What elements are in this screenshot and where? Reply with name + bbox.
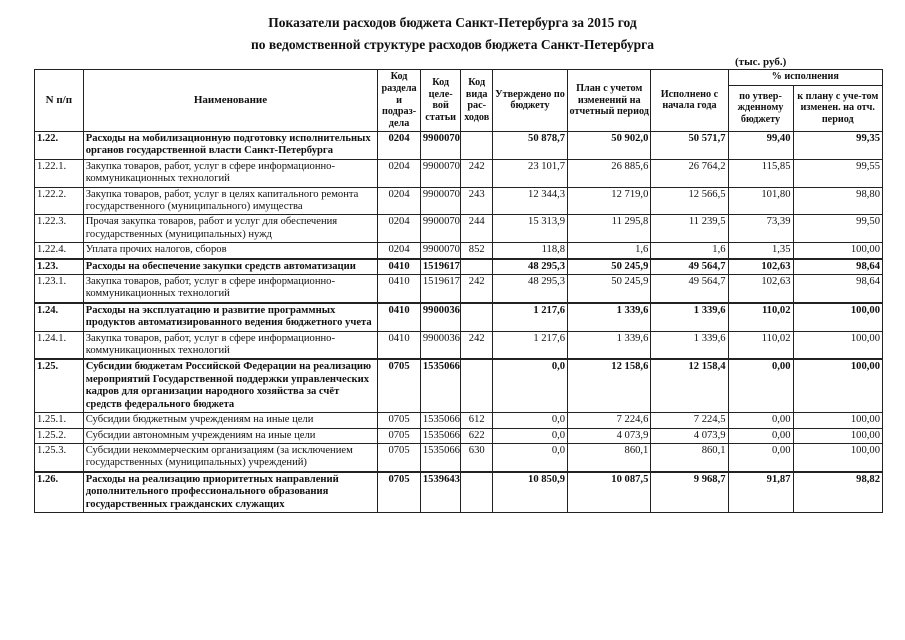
cell-article-code: 9900036 xyxy=(420,303,461,331)
cell-article-code: 9900070 xyxy=(420,215,461,243)
cell-plan: 1 339,6 xyxy=(568,303,651,331)
cell-name: Закупка товаров, работ, услуг в целях капитального ремонта государственного (муниципального) имущества xyxy=(83,187,378,215)
cell-section-code: 0204 xyxy=(378,187,421,215)
cell-type-code: 242 xyxy=(461,275,492,303)
cell-name: Субсидии автономным учреждениям на иные цели xyxy=(83,428,378,443)
cell-type-code: 244 xyxy=(461,215,492,243)
header-executed: Исполнено с начала года xyxy=(651,70,728,132)
cell-executed: 26 764,2 xyxy=(651,159,728,187)
cell-num: 1.22.2. xyxy=(35,187,84,215)
cell-article-code: 1519617 xyxy=(420,259,461,275)
cell-num: 1.22.4. xyxy=(35,243,84,259)
cell-executed: 1 339,6 xyxy=(651,303,728,331)
cell-section-code: 0410 xyxy=(378,259,421,275)
cell-pct-plan: 100,00 xyxy=(793,428,882,443)
cell-article-code: 1519617 xyxy=(420,275,461,303)
cell-type-code xyxy=(461,472,492,513)
cell-name: Уплата прочих налогов, сборов xyxy=(83,243,378,259)
table-row xyxy=(35,243,883,259)
cell-type-code: 242 xyxy=(461,331,492,359)
cell-approved: 1 217,6 xyxy=(492,303,567,331)
cell-executed: 12 566,5 xyxy=(651,187,728,215)
cell-num: 1.23.1. xyxy=(35,275,84,303)
cell-plan: 26 885,6 xyxy=(568,159,651,187)
cell-section-code: 0204 xyxy=(378,159,421,187)
header-section-code: Код раздела и подраз-дела xyxy=(378,70,421,132)
cell-pct-approved: 110,02 xyxy=(728,331,793,359)
cell-name: Закупка товаров, работ, услуг в сфере информационно-коммуникационных технологий xyxy=(83,331,378,359)
cell-article-code: 9900070 xyxy=(420,243,461,259)
cell-plan: 10 087,5 xyxy=(568,472,651,513)
cell-executed: 7 224,5 xyxy=(651,413,728,428)
table-row xyxy=(35,275,883,303)
cell-section-code: 0204 xyxy=(378,215,421,243)
table-row xyxy=(35,187,883,215)
cell-pct-approved: 0,00 xyxy=(728,359,793,412)
cell-approved: 15 313,9 xyxy=(492,215,567,243)
table-row xyxy=(35,303,883,331)
cell-pct-plan: 100,00 xyxy=(793,331,882,359)
cell-approved: 48 295,3 xyxy=(492,259,567,275)
cell-section-code: 0410 xyxy=(378,303,421,331)
cell-article-code: 9900070 xyxy=(420,187,461,215)
table-row xyxy=(35,331,883,359)
cell-executed: 860,1 xyxy=(651,443,728,471)
cell-name: Прочая закупка товаров, работ и услуг для обеспечения государственных (муниципальных) нужд xyxy=(83,215,378,243)
cell-section-code: 0204 xyxy=(378,243,421,259)
cell-pct-plan: 99,55 xyxy=(793,159,882,187)
cell-type-code: 622 xyxy=(461,428,492,443)
cell-type-code xyxy=(461,359,492,412)
cell-name: Субсидии бюджетным учреждениям на иные цели xyxy=(83,413,378,428)
cell-plan: 50 902,0 xyxy=(568,131,651,159)
cell-num: 1.24.1. xyxy=(35,331,84,359)
cell-pct-plan: 98,80 xyxy=(793,187,882,215)
cell-pct-approved: 102,63 xyxy=(728,275,793,303)
cell-name: Субсидии некоммерческим организациям (за исключением государственных (муниципальных) учреждений) xyxy=(83,443,378,471)
cell-type-code: 630 xyxy=(461,443,492,471)
cell-article-code: 1535066 xyxy=(420,413,461,428)
table-row xyxy=(35,215,883,243)
cell-plan: 7 224,6 xyxy=(568,413,651,428)
cell-plan: 12 719,0 xyxy=(568,187,651,215)
cell-executed: 1 339,6 xyxy=(651,331,728,359)
cell-plan: 11 295,8 xyxy=(568,215,651,243)
cell-pct-plan: 100,00 xyxy=(793,443,882,471)
table-row xyxy=(35,159,883,187)
cell-section-code: 0410 xyxy=(378,275,421,303)
report-title-line1: Показатели расходов бюджета Санкт-Петербурга за 2015 год xyxy=(268,15,637,30)
cell-pct-approved: 101,80 xyxy=(728,187,793,215)
cell-name: Расходы на реализацию приоритетных направлений дополнительного профессионального образования государственных гражданских служащих xyxy=(83,472,378,513)
cell-executed: 50 571,7 xyxy=(651,131,728,159)
header-type-code: Код вида рас-ходов xyxy=(461,70,492,132)
cell-pct-approved: 115,85 xyxy=(728,159,793,187)
table-row xyxy=(35,428,883,443)
cell-approved: 12 344,3 xyxy=(492,187,567,215)
expenditure-table xyxy=(34,69,883,513)
cell-num: 1.24. xyxy=(35,303,84,331)
cell-type-code xyxy=(461,259,492,275)
cell-plan: 1,6 xyxy=(568,243,651,259)
cell-plan: 4 073,9 xyxy=(568,428,651,443)
header-approved: Утверждено по бюджету xyxy=(492,70,567,132)
cell-num: 1.25.2. xyxy=(35,428,84,443)
table-body xyxy=(35,131,883,512)
cell-pct-approved: 102,63 xyxy=(728,259,793,275)
header-pct-approved: по утвер-жденному бюджету xyxy=(728,85,793,131)
cell-approved: 48 295,3 xyxy=(492,275,567,303)
cell-executed: 4 073,9 xyxy=(651,428,728,443)
cell-approved: 0,0 xyxy=(492,413,567,428)
cell-name: Расходы на эксплуатацию и развитие программных продуктов автоматизированного ведения бюджетного учета xyxy=(83,303,378,331)
cell-section-code: 0204 xyxy=(378,131,421,159)
table-row xyxy=(35,359,883,412)
header-pct-plan: к плану с уче-том изменен. на отч. период xyxy=(793,85,882,131)
cell-name: Расходы на мобилизационную подготовку исполнительных органов государственной власти Санкт-Петербурга xyxy=(83,131,378,159)
cell-name: Субсидии бюджетам Российской Федерации на реализацию мероприятий Государственной поддержки управленческих кадров для организации народного хозяйства за счёт средств федерального бюджета xyxy=(83,359,378,412)
cell-num: 1.26. xyxy=(35,472,84,513)
cell-section-code: 0705 xyxy=(378,443,421,471)
cell-approved: 10 850,9 xyxy=(492,472,567,513)
header-num: N п/п xyxy=(35,70,84,132)
cell-executed: 11 239,5 xyxy=(651,215,728,243)
cell-pct-plan: 100,00 xyxy=(793,303,882,331)
cell-section-code: 0705 xyxy=(378,428,421,443)
cell-type-code xyxy=(461,303,492,331)
table-row xyxy=(35,472,883,513)
cell-pct-approved: 110,02 xyxy=(728,303,793,331)
cell-article-code: 1535066 xyxy=(420,428,461,443)
cell-type-code: 243 xyxy=(461,187,492,215)
cell-pct-plan: 100,00 xyxy=(793,359,882,412)
cell-section-code: 0705 xyxy=(378,359,421,412)
cell-type-code: 852 xyxy=(461,243,492,259)
cell-num: 1.25. xyxy=(35,359,84,412)
cell-pct-approved: 0,00 xyxy=(728,428,793,443)
cell-num: 1.22.3. xyxy=(35,215,84,243)
cell-section-code: 0705 xyxy=(378,472,421,513)
cell-num: 1.22.1. xyxy=(35,159,84,187)
header-name: Наименование xyxy=(83,70,378,132)
cell-pct-plan: 99,35 xyxy=(793,131,882,159)
cell-pct-plan: 98,64 xyxy=(793,275,882,303)
cell-pct-approved: 0,00 xyxy=(728,443,793,471)
cell-executed: 49 564,7 xyxy=(651,259,728,275)
cell-plan: 12 158,6 xyxy=(568,359,651,412)
cell-pct-plan: 98,82 xyxy=(793,472,882,513)
cell-pct-approved: 0,00 xyxy=(728,413,793,428)
cell-executed: 49 564,7 xyxy=(651,275,728,303)
cell-executed: 12 158,4 xyxy=(651,359,728,412)
cell-plan: 50 245,9 xyxy=(568,275,651,303)
cell-plan: 1 339,6 xyxy=(568,331,651,359)
cell-type-code xyxy=(461,131,492,159)
cell-pct-approved: 91,87 xyxy=(728,472,793,513)
table-row xyxy=(35,443,883,471)
cell-section-code: 0705 xyxy=(378,413,421,428)
report-title-line2: по ведомственной структуре расходов бюджета Санкт-Петербурга xyxy=(250,37,655,52)
header-percent: % исполнения xyxy=(728,70,882,86)
cell-pct-plan: 100,00 xyxy=(793,243,882,259)
cell-name: Закупка товаров, работ, услуг в сфере информационно-коммуникационных технологий xyxy=(83,275,378,303)
table-row xyxy=(35,413,883,428)
cell-pct-approved: 1,35 xyxy=(728,243,793,259)
table-row xyxy=(35,131,883,159)
cell-name: Закупка товаров, работ, услуг в сфере информационно-коммуникационных технологий xyxy=(83,159,378,187)
cell-pct-approved: 99,40 xyxy=(728,131,793,159)
cell-pct-plan: 98,64 xyxy=(793,259,882,275)
cell-article-code: 1539643 xyxy=(420,472,461,513)
cell-article-code: 9900070 xyxy=(420,131,461,159)
cell-num: 1.23. xyxy=(35,259,84,275)
cell-executed: 1,6 xyxy=(651,243,728,259)
cell-approved: 118,8 xyxy=(492,243,567,259)
cell-num: 1.22. xyxy=(35,131,84,159)
table-row xyxy=(35,259,883,275)
cell-article-code: 1535066 xyxy=(420,359,461,412)
cell-approved: 1 217,6 xyxy=(492,331,567,359)
header-plan: План с учетом изменений на отчетный период xyxy=(568,70,651,132)
cell-num: 1.25.3. xyxy=(35,443,84,471)
cell-article-code: 9900070 xyxy=(420,159,461,187)
cell-plan: 860,1 xyxy=(568,443,651,471)
cell-pct-plan: 99,50 xyxy=(793,215,882,243)
cell-approved: 0,0 xyxy=(492,428,567,443)
cell-plan: 50 245,9 xyxy=(568,259,651,275)
cell-pct-approved: 73,39 xyxy=(728,215,793,243)
cell-num: 1.25.1. xyxy=(35,413,84,428)
cell-pct-plan: 100,00 xyxy=(793,413,882,428)
cell-type-code: 612 xyxy=(461,413,492,428)
cell-executed: 9 968,7 xyxy=(651,472,728,513)
cell-section-code: 0410 xyxy=(378,331,421,359)
cell-article-code: 1535066 xyxy=(420,443,461,471)
header-article-code: Код целе-вой статьи xyxy=(420,70,461,132)
units-note: (тыс. руб.) xyxy=(735,56,787,68)
cell-approved: 0,0 xyxy=(492,359,567,412)
cell-approved: 0,0 xyxy=(492,443,567,471)
cell-approved: 50 878,7 xyxy=(492,131,567,159)
cell-approved: 23 101,7 xyxy=(492,159,567,187)
cell-type-code: 242 xyxy=(461,159,492,187)
cell-name: Расходы на обеспечение закупки средств автоматизации xyxy=(83,259,378,275)
cell-article-code: 9900036 xyxy=(420,331,461,359)
